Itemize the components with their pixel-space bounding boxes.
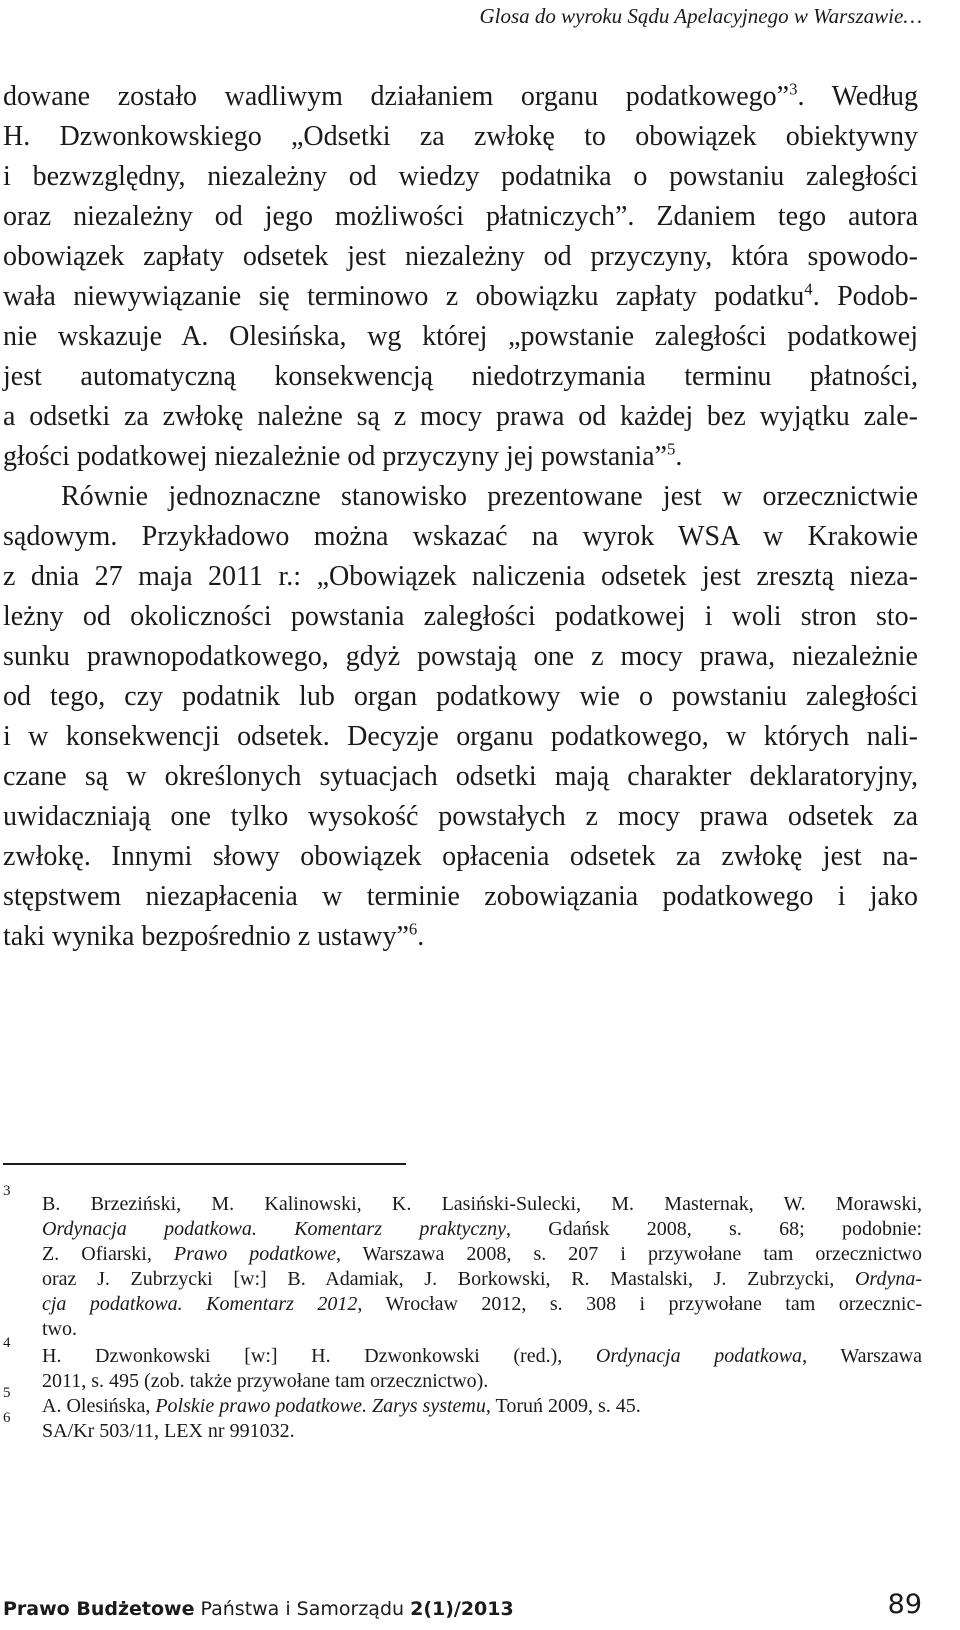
paragraph-2-line-9: uwidaczniają one tylko wysokość powstałych z mocy prawa odsetek za <box>3 801 918 832</box>
paragraph-1-line-10: głości podatkowej niezależnie od przyczyny jej powstania”$^5$. <box>3 439 683 472</box>
paragraph-1-line-6: wała niewywiązanie się terminowo z obowiązku zapłaty podatku$^4$. Podob- <box>3 279 918 312</box>
paragraph-1-line-9: a odsetki za zwłokę należne są z mocy prawa od każdej bez wyjątku zale- <box>3 401 918 432</box>
paragraph-1-line-8: jest automatyczną konsekwencją niedotrzymania terminu płatności, <box>3 361 918 392</box>
journal-issue: 2(1)/2013 <box>410 1598 514 1620</box>
footnote-ref-6[interactable]: 6 <box>408 919 418 939</box>
page-number: 89 <box>887 1589 922 1620</box>
footnote-ref-3[interactable]: 3 <box>789 79 798 99</box>
footnote-6-number: 6 <box>3 1410 11 1426</box>
footnote-ref-5[interactable]: 5 <box>666 439 676 459</box>
footnote-3-line-2: Ordynacja podatkowa. Komentarz praktyczny, Gdańsk 2008, s. 68; podobnie: <box>42 1218 922 1240</box>
journal-name-regular: Państwa i Samorządu <box>194 1598 411 1620</box>
paragraph-2-line-12: taki wynika bezpośrednio z ustawy”$^6$. <box>3 919 425 952</box>
footnote-3-line-3: Z. Ofiarski, Prawo podatkowe, Warszawa 2008, s. 207 i przywołane tam orzecznictwo <box>42 1243 922 1265</box>
footnote-3-line-6: two. <box>42 1318 77 1340</box>
footnote-6-line-1: SA/Kr 503/11, LEX nr 991032. <box>42 1420 295 1442</box>
paragraph-2-line-10: zwłokę. Innymi słowy obowiązek opłacenia odsetek za zwłokę jest na- <box>3 841 918 872</box>
running-header: Glosa do wyroku Sądu Apelacyjnego w Warszawie… <box>479 4 922 28</box>
paragraph-1-line-4: oraz niezależny od jego możliwości płatniczych”. Zdaniem tego autora <box>3 201 918 232</box>
paragraph-1-line-7: nie wskazuje A. Olesińska, wg której „powstanie zaległości podatkowej <box>3 321 918 352</box>
journal-name-bold: Prawo Budżetowe <box>3 1598 195 1620</box>
paragraph-2-line-5: sunku prawnopodatkowego, gdyż powstają one z mocy prawa, niezależnie <box>3 641 918 672</box>
journal-footer <box>3 1595 514 1623</box>
paragraph-2-line-1: Równie jednoznaczne stanowisko prezentowane jest w orzecznictwie <box>61 481 918 512</box>
footnote-5-number: 5 <box>3 1385 11 1401</box>
footnote-4-line-1: H. Dzwonkowski [w:] H. Dzwonkowski (red.), Ordynacja podatkowa, Warszawa <box>42 1345 922 1367</box>
footnote-separator <box>3 1163 406 1165</box>
footnote-3-number: 3 <box>3 1183 11 1199</box>
paragraph-2-line-8: czane są w określonych sytuacjach odsetki mają charakter deklaratoryjny, <box>3 761 918 792</box>
footnote-4-number: 4 <box>3 1335 11 1351</box>
paragraph-2-line-3: z dnia 27 maja 2011 r.: „Obowiązek naliczenia odsetek jest zresztą nieza- <box>3 561 918 592</box>
paragraph-2-line-11: stępstwem niezapłacenia w terminie zobowiązania podatkowego i jako <box>3 881 918 912</box>
paragraph-1-line-3: i bezwzględny, niezależny od wiedzy podatnika o powstaniu zaległości <box>3 161 918 192</box>
footnote-3-line-5: cja podatkowa. Komentarz 2012, Wrocław 2012, s. 308 i przywołane tam orzecznic- <box>42 1293 922 1315</box>
paragraph-2-line-2: sądowym. Przykładowo można wskazać na wyrok WSA w Krakowie <box>3 521 918 552</box>
footnote-3-line-1: B. Brzeziński, M. Kalinowski, K. Lasiński-Sulecki, M. Masternak, W. Morawski, <box>42 1193 922 1215</box>
paragraph-1-line-5: obowiązek zapłaty odsetek jest niezależny od przyczyny, która spowodo- <box>3 241 918 272</box>
paragraph-2-line-4: leżny od okoliczności powstania zaległości podatkowej i woli stron sto- <box>3 601 918 632</box>
footnote-4-line-2: 2011, s. 495 (zob. także przywołane tam orzecznictwo). <box>42 1370 489 1392</box>
paragraph-1-line-1: dowane zostało wadliwym działaniem organu podatkowego”$^3$. Według <box>3 79 918 112</box>
paragraph-2-line-6: od tego, czy podatnik lub organ podatkowy wie o powstaniu zaległości <box>3 681 918 712</box>
footnote-5-line-1: A. Olesińska, Polskie prawo podatkowe. Zarys systemu, Toruń 2009, s. 45. <box>42 1395 641 1417</box>
paragraph-2-line-7: i w konsekwencji odsetek. Decyzje organu podatkowego, w których nali- <box>3 721 918 752</box>
footnote-3-line-4: oraz J. Zubrzycki [w:] B. Adamiak, J. Borkowski, R. Mastalski, J. Zubrzycki, Ordyna- <box>42 1268 922 1290</box>
footnote-ref-4[interactable]: 4 <box>804 279 813 299</box>
paragraph-1-line-2: H. Dzwonkowskiego „Odsetki za zwłokę to obowiązek obiektywny <box>3 121 918 152</box>
